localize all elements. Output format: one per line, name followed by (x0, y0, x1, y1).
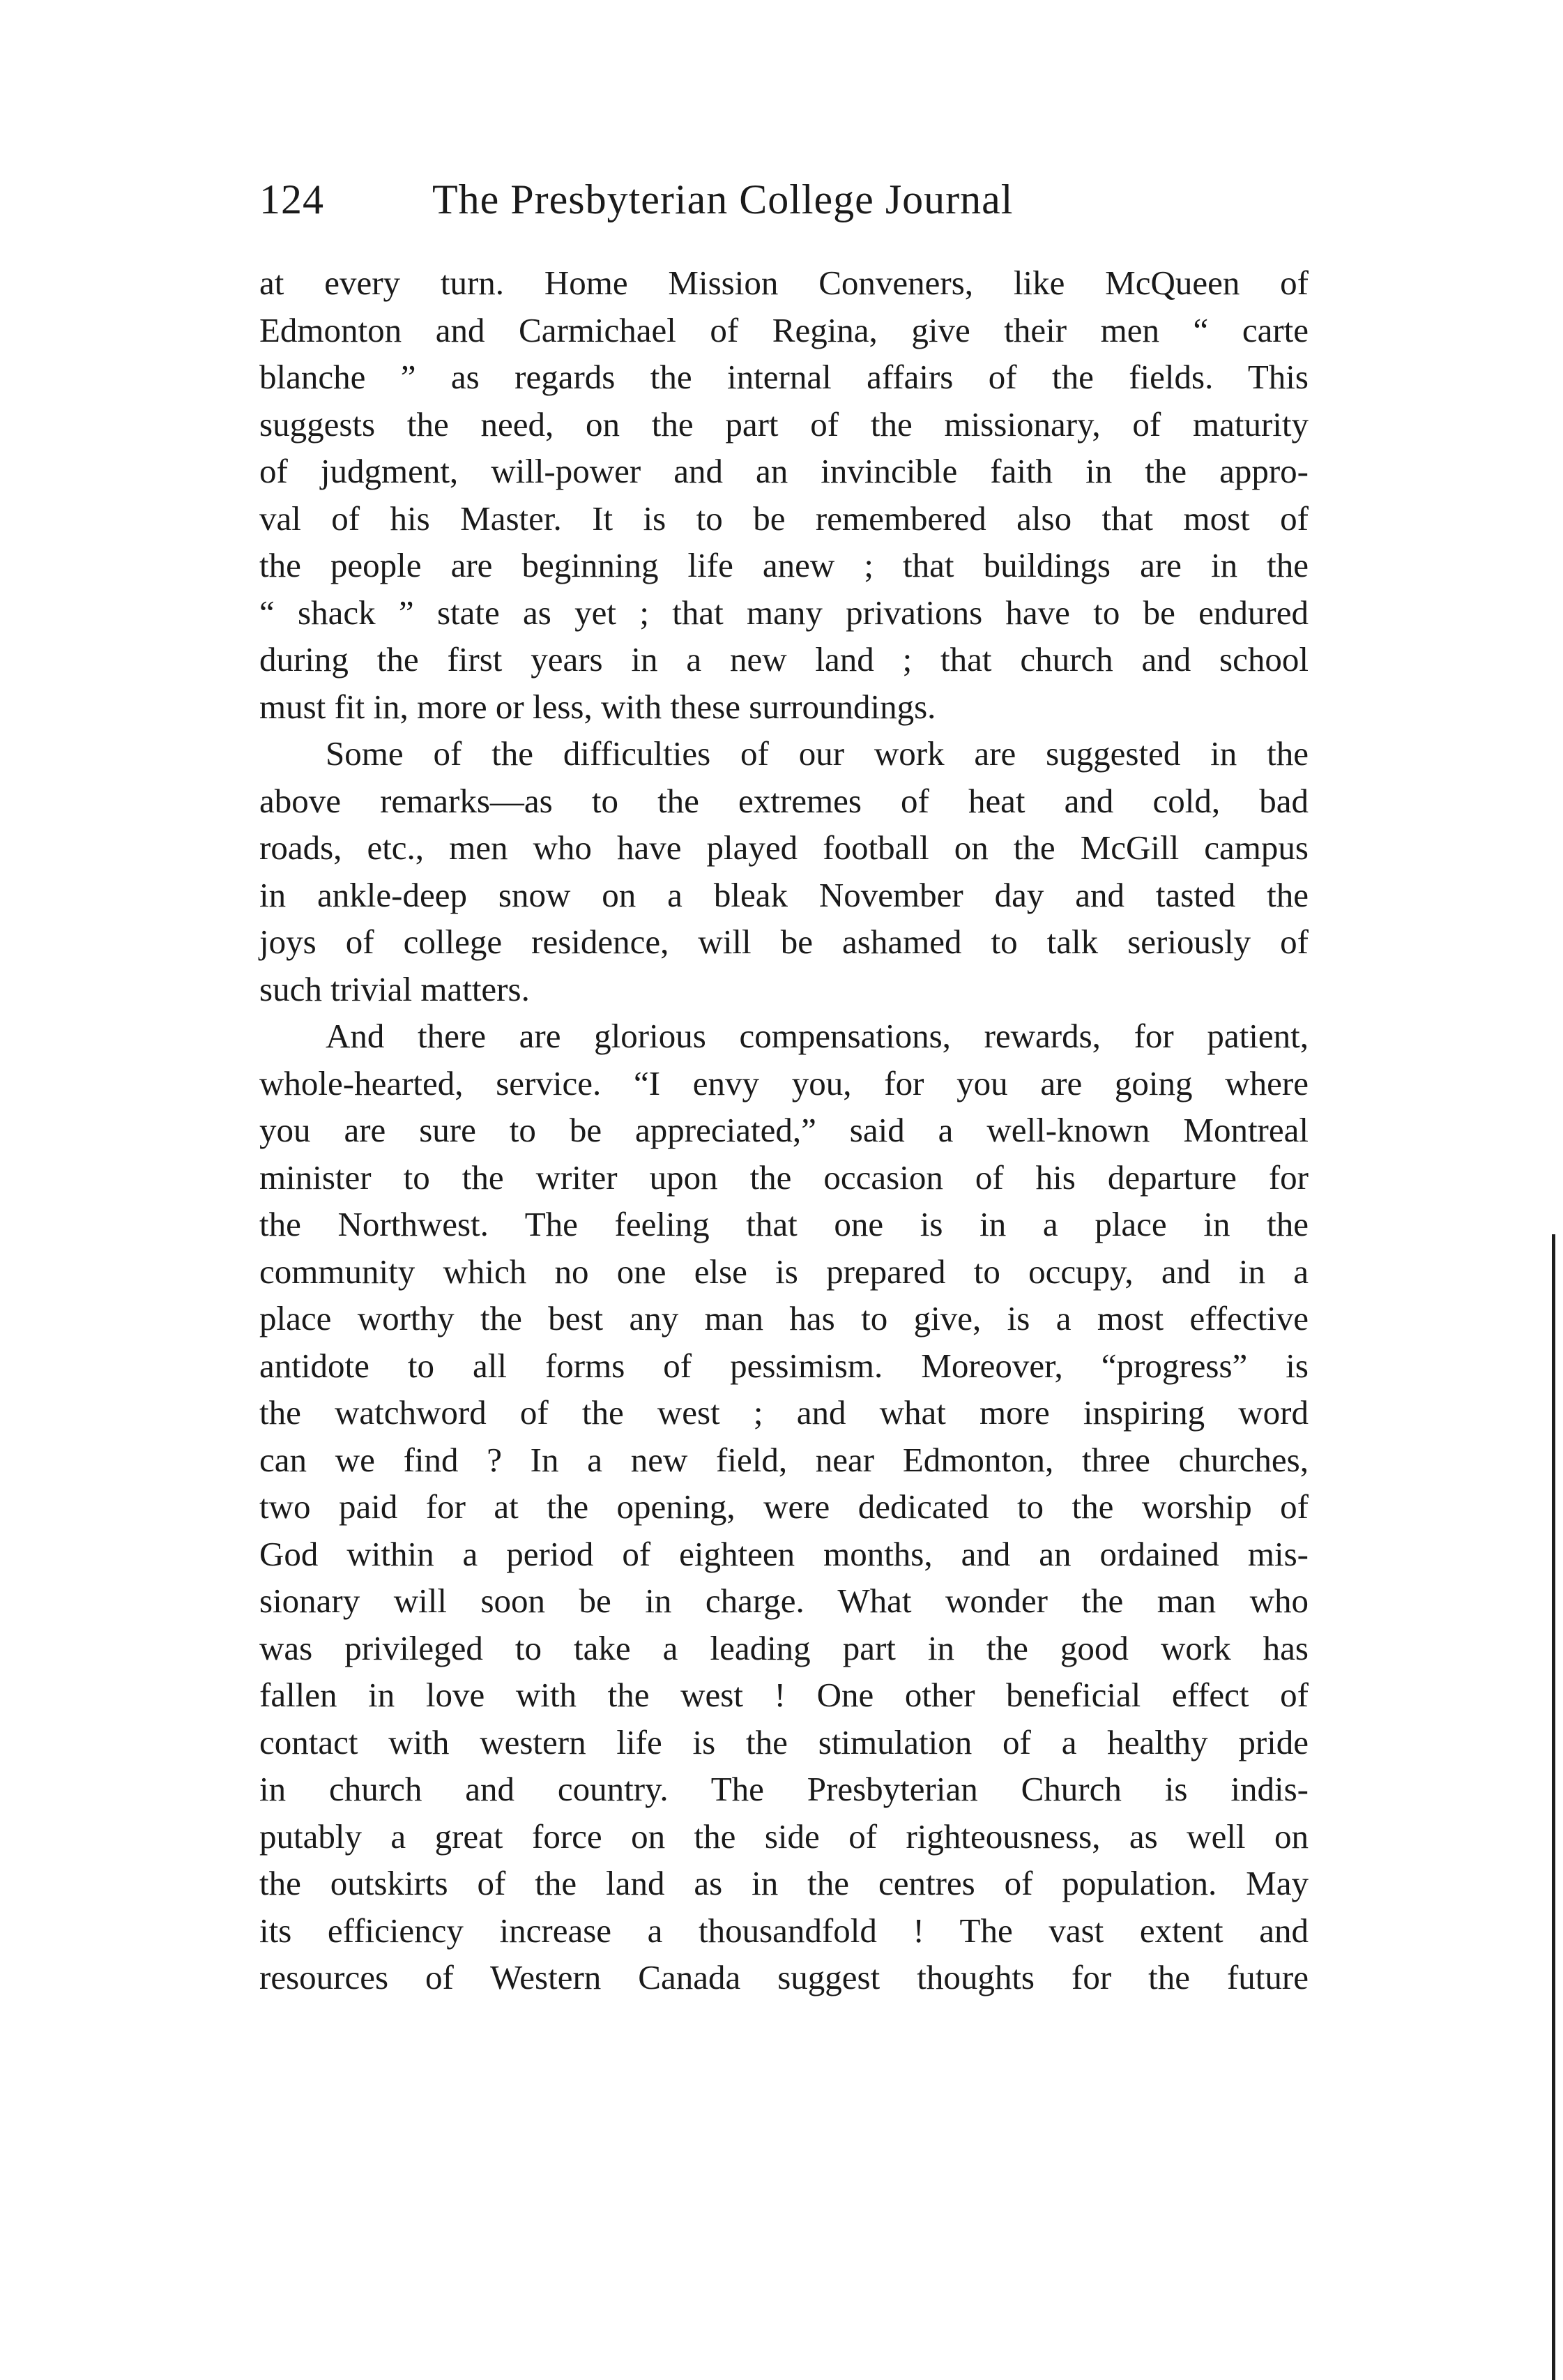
text-line: sionary will soon be in charge. What wonder the man who (259, 1582, 1309, 1620)
text-line: of judgment, will-power and an invincible faith in the appro- (259, 452, 1309, 490)
text-line: community which no one else is prepared to occupy, and in a (259, 1252, 1309, 1291)
text-line: its efficiency increase a thousandfold ! The vast extent and (259, 1911, 1309, 1950)
text-line: antidote to all forms of pessimism. Moreover, “progress” is (259, 1346, 1309, 1385)
text-line: place worthy the best any man has to give, is a most effective (259, 1299, 1309, 1337)
text-line: And there are glorious compensations, rewards, for patient, (326, 1017, 1309, 1055)
running-title: The Presbyterian College Journal (432, 176, 1014, 222)
text-line: joys of college residence, will be ashamed to talk seriously of (259, 923, 1309, 961)
paragraph-3 (259, 1013, 1309, 2001)
text-line: Edmonton and Carmichael of Regina, give their men “ carte (259, 310, 1309, 349)
text-line: in ankle-deep snow on a bleak November day and tasted the (259, 875, 1309, 914)
text-line: the Northwest. The feeling that one is in a place in the (259, 1205, 1309, 1243)
text-line: minister to the writer upon the occasion of his departure for (259, 1158, 1309, 1197)
text-line: in church and country. The Presbyterian Church is indis- (259, 1770, 1309, 1808)
text-line: whole-hearted, service. “I envy you, for you are going where (259, 1063, 1309, 1102)
text-line: can we find ? In a new field, near Edmonton, three churches, (259, 1440, 1309, 1479)
scan-edge-line (1552, 1234, 1555, 2380)
paragraph-1 (259, 259, 1309, 730)
text-line: the outskirts of the land as in the centres of population. May (259, 1864, 1309, 1902)
text-line: such trivial matters. (259, 969, 530, 1008)
text-line: Some of the difficulties of our work are suggested in the (326, 734, 1309, 773)
text-line: resources of Western Canada suggest thoughts for the future (259, 1958, 1309, 1996)
text-line: putably a great force on the side of righteousness, as well on (259, 1817, 1309, 1856)
text-line: the people are beginning life anew ; that buildings are in the (259, 546, 1309, 584)
text-line: fallen in love with the west ! One other beneficial effect of (259, 1676, 1309, 1714)
body-text (259, 259, 1309, 2001)
text-line: above remarks—as to the extremes of heat and cold, bad (259, 781, 1309, 820)
text-line: must fit in, more or less, with these surroundings. (259, 687, 936, 726)
paragraph-2 (259, 730, 1309, 1013)
text-line: contact with western life is the stimulation of a healthy pride (259, 1722, 1309, 1761)
text-line: suggests the need, on the part of the missionary, of maturity (259, 404, 1309, 444)
text-line: at every turn. Home Mission Conveners, like McQueen of (259, 264, 1309, 302)
text-line: blanche ” as regards the internal affairs of the fields. This (259, 358, 1309, 396)
text-line: two paid for at the opening, were dedicated to the worship of (259, 1487, 1309, 1526)
page-number: 124 (259, 176, 324, 222)
text-line: “ shack ” state as yet ; that many privations have to be endured (259, 593, 1309, 632)
text-line: val of his Master. It is to be remembered also that most of (259, 499, 1309, 538)
text-line: the watchword of the west ; and what more inspiring word (259, 1393, 1309, 1432)
text-line: God within a period of eighteen months, and an ordained mis- (259, 1534, 1309, 1573)
text-line: was privileged to take a leading part in the good work has (259, 1628, 1309, 1667)
text-line: during the first years in a new land ; that church and school (259, 640, 1309, 679)
text-line: roads, etc., men who have played football on the McGill campus (259, 828, 1309, 867)
text-line: you are sure to be appreciated,” said a well-known Montreal (259, 1111, 1309, 1149)
page-header (259, 176, 1305, 232)
